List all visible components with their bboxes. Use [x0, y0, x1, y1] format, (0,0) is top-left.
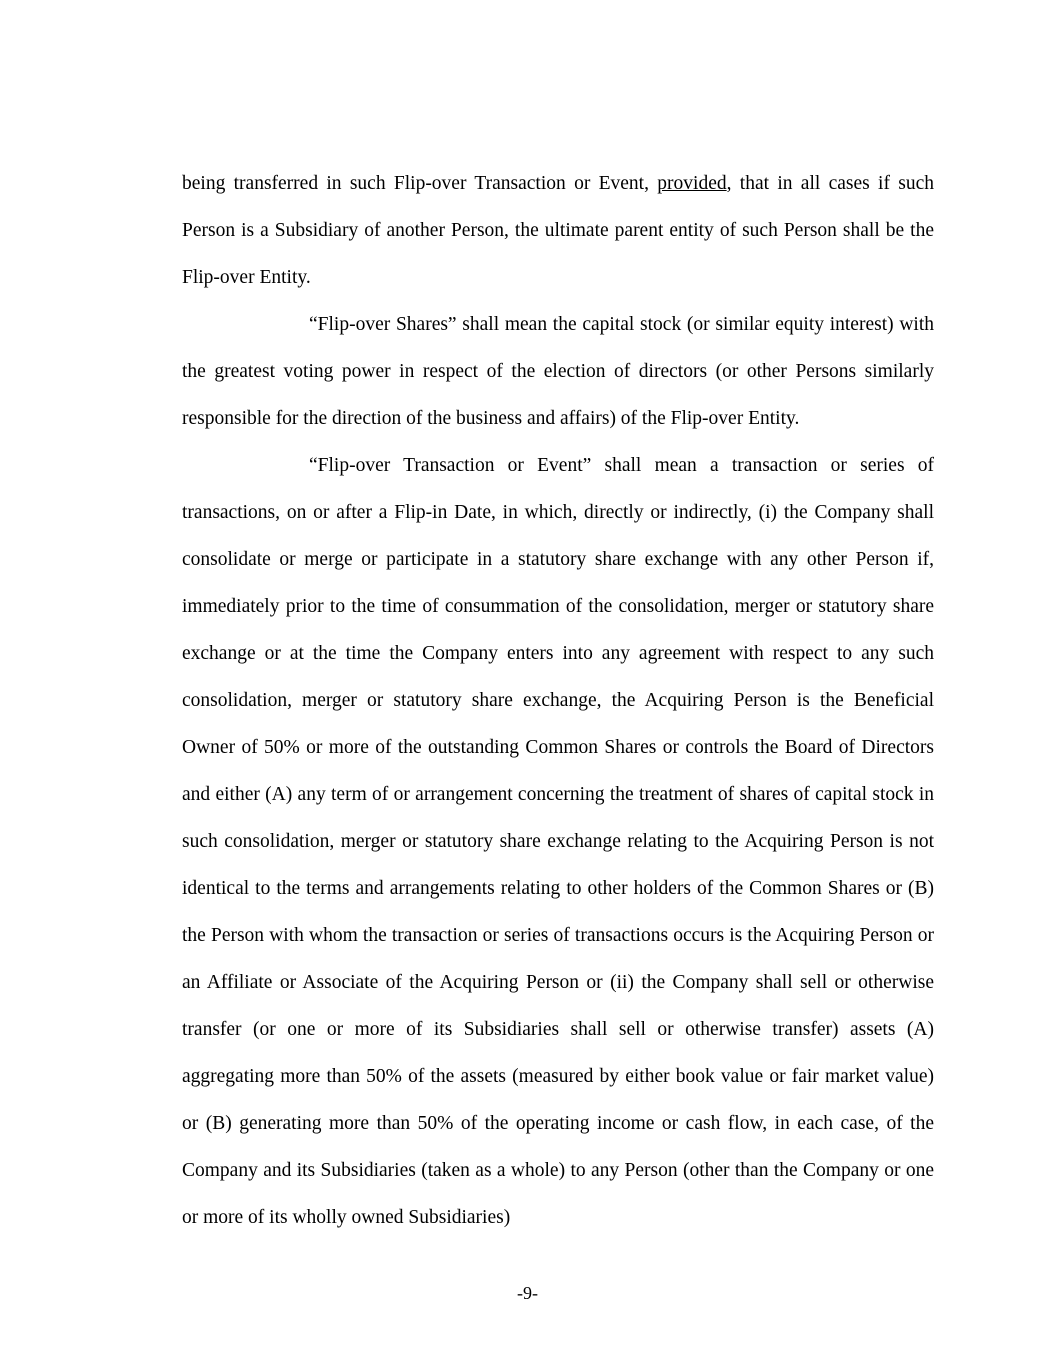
- text-run: “Flip-over Shares” shall mean the capital stock (or similar equity interest) with the greatest voting power in respect of the election of directors (or other Persons similarly responsible for the direction of the business and affairs) of the Flip-over Entity.: [182, 314, 934, 429]
- document-body: [182, 160, 934, 1241]
- emphasis-underline: provided: [657, 173, 727, 194]
- text-run: “Flip-over Transaction or Event” shall mean a transaction or series of transactions, on or after a Flip-in Date, in which, directly or indirectly, (i) the Company shall consolidate or merge or participate in a statutory share exchange with any other Person if, immediately prior to the time of consummation of the consolidation, merger or statutory share exchange or at the time the Company enters into any agreement with respect to any such consolidation, merger or statutory share exchange, the Acquiring Person is the Beneficial Owner of 50% or more of the outstanding Common Shares or controls the Board of Directors and either (A) any term of or arrangement concerning the treatment of shares of capital stock in such consolidation, merger or statutory share exchange relating to the Acquiring Person is not identical to the terms and arrangements relating to other holders of the Common Shares or (B) the Person with whom the transaction or series of transactions occurs is the Acquiring Person or an Affiliate or Associate of the Acquiring Person or (ii) the Company shall sell or otherwise transfer (or one or more of its Subsidiaries shall sell or otherwise transfer) assets (A) aggregating more than 50% of the assets (measured by either book value or fair market value) or (B) generating more than 50% of the operating income or cash flow, in each case, of the Company and its Subsidiaries (taken as a whole) to any Person (other than the Company or one or more of its wholly owned Subsidiaries): [182, 455, 934, 1228]
- text-run: , that in all cases if such Person is a Subsidiary of another Person, the ultimate parent entity of such Person shall be the Flip-over Entity.: [182, 173, 934, 288]
- para-flip-over-transaction-or-event: [182, 442, 934, 1241]
- para-flip-over-shares: [182, 301, 934, 442]
- text-run: being transferred in such Flip-over Transaction or Event,: [182, 173, 658, 194]
- para-flip-over-entity-continued: [182, 160, 934, 301]
- page-number: -9-: [517, 1283, 538, 1303]
